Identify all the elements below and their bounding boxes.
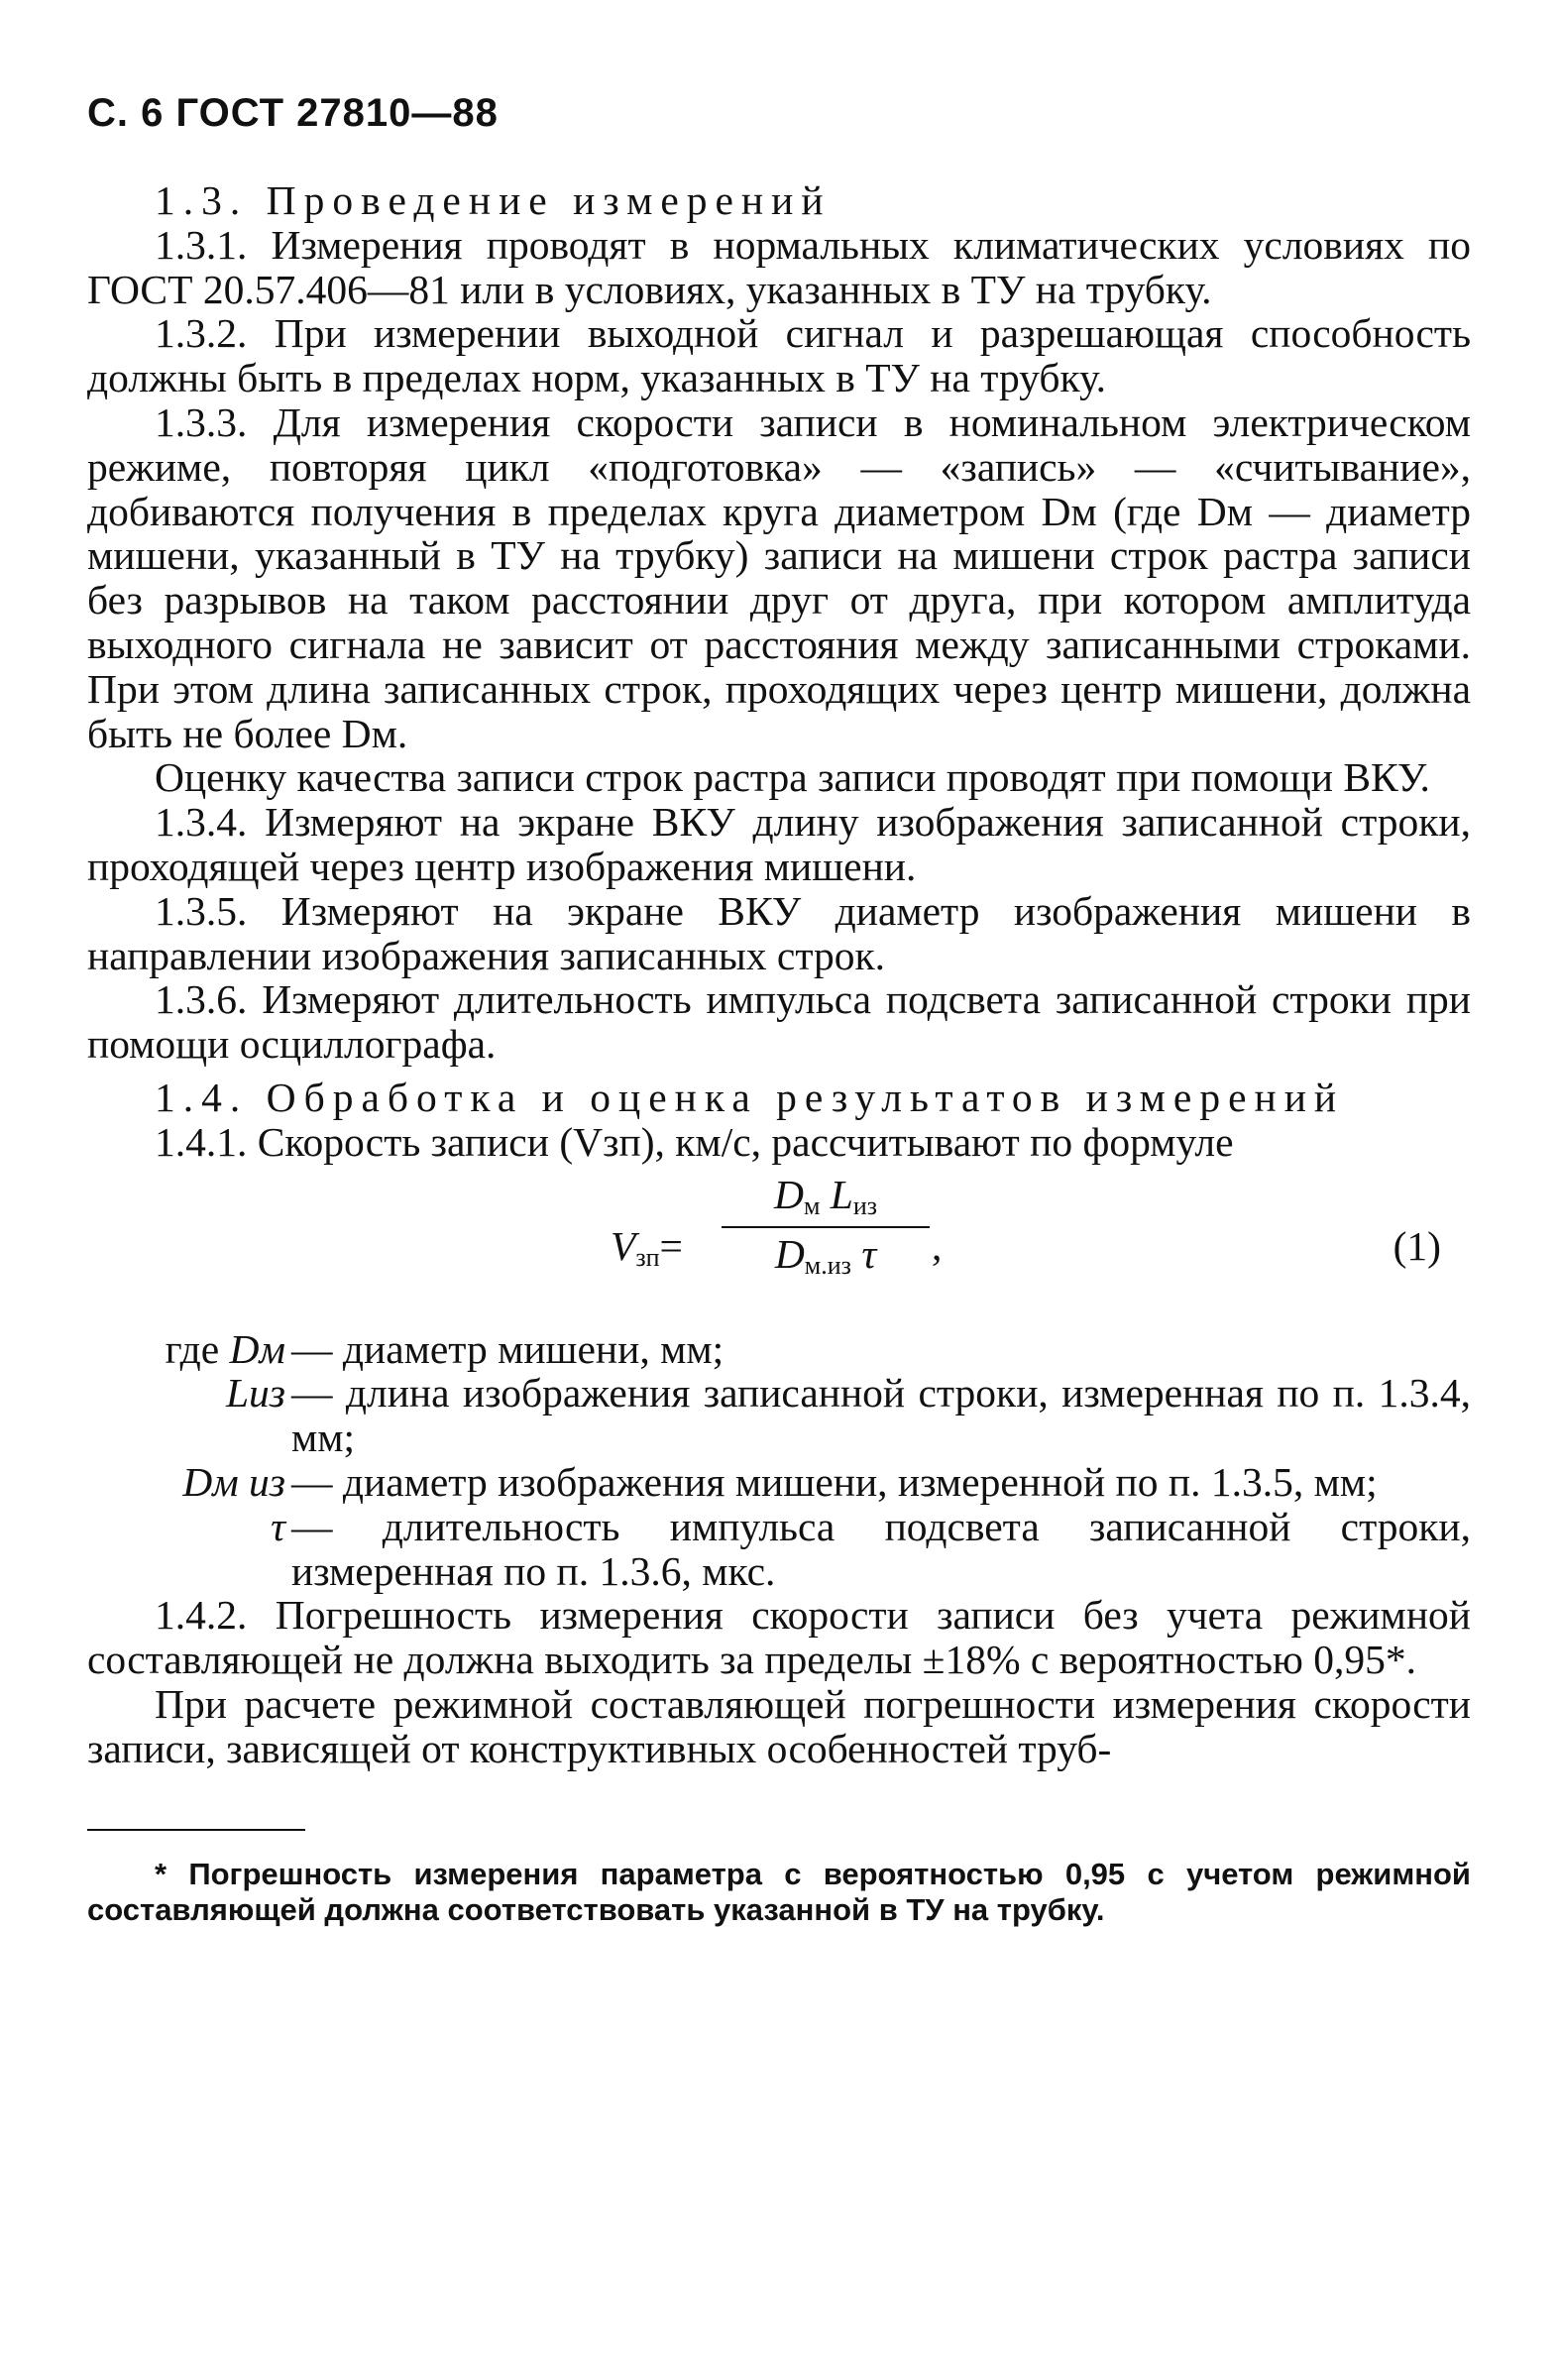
definition-symbol: Lиз bbox=[225, 1370, 285, 1417]
definition-symbol: τ bbox=[271, 1503, 285, 1549]
definition-text: — длительность импульса подсвета записанной строки, измеренная по п. 1.3.6, мкс. bbox=[291, 1503, 1471, 1594]
formula-lhs: $V_{зп}=$ bbox=[611, 1222, 683, 1272]
paragraph-1-4-2: 1.4.2. Погрешность измерения скорости записи без учета режимной составляющей не должна выходить за пределы ±18% с вероятностью 0,95*. bbox=[87, 1592, 1471, 1683]
definition-symbol: где Dм bbox=[165, 1325, 285, 1372]
definition-row bbox=[87, 1505, 1471, 1594]
paragraph-assessment: Оценку качества записи строк растра записи проводят при помощи ВКУ. bbox=[155, 754, 1430, 801]
paragraph-1-3-4: 1.3.4. Измеряют на экране ВКУ длину изображения записанной строки, проходящей через центр изображения мишени. bbox=[87, 799, 1471, 889]
definition-text: — диаметр мишени, мм; bbox=[291, 1325, 724, 1372]
paragraph-1-3-2: 1.3.2. При измерении выходной сигнал и разрешающая способность должны быть в пределах норм, указанных в ТУ на трубку. bbox=[87, 310, 1471, 401]
definition-text: — диаметр изображения мишени, измеренной по п. 1.3.5, мм; bbox=[291, 1458, 1378, 1505]
definition-row bbox=[87, 1371, 1471, 1460]
formula-number: (1) bbox=[1393, 1222, 1441, 1269]
document-body bbox=[87, 178, 1471, 1959]
page-header: С. 6 ГОСТ 27810—88 bbox=[87, 91, 499, 135]
paragraph-1-4-1: 1.4.1. Скорость записи (Vзп), км/с, рассчитывают по формуле bbox=[155, 1118, 1234, 1165]
formula-denominator: $D_{м.из}$ τ bbox=[774, 1230, 877, 1280]
formula-numerator: $D_м$ $L_{из}$ bbox=[773, 1171, 878, 1220]
definition-text: — длина изображения записанной строки, измеренная по п. 1.3.4, мм; bbox=[291, 1370, 1471, 1461]
paragraph-1-3-1: 1.3.1. Измерения проводят в нормальных климатических условиях по ГОСТ 20.57.406—81 или в условиях, указанных в ТУ на трубку. bbox=[87, 221, 1471, 312]
definition-row bbox=[87, 1327, 1471, 1372]
definition-symbol: Dм из bbox=[182, 1458, 285, 1505]
paragraph-continuation: При расчете режимной составляющей погрешности измерения скорости записи, зависящей от конструктивных особенностей труб- bbox=[87, 1680, 1471, 1771]
formula-comma: , bbox=[932, 1222, 943, 1269]
formula-fraction bbox=[722, 1173, 930, 1289]
footnote: * Погрешность измерения параметра с вероятностью 0,95 с учетом режимной составляющей должна соответствовать указанной в ТУ на трубку. bbox=[87, 1856, 1471, 1927]
section-heading-1-4: 1.4. Обработка и оценка результатов измерений bbox=[155, 1074, 1345, 1120]
paragraph-1-3-3: 1.3.3. Для измерения скорости записи в номинальном электрическом режиме, повторяя цикл «подготовка» — «запись» — «считывание», добиваются получения в пределах круга диаметром Dм (где Dм — диаметр мишени, указанный в ТУ на трубку) записи на мишени строк растра записи без разрывов на таком расстоянии друг от друга, при котором амплитуда выходного сигнала не зависит от расстояния между записанными строками. При этом длина записанных строк, проходящих через центр мишени, должна быть не более Dм. bbox=[87, 398, 1471, 756]
formula-1 bbox=[87, 1173, 1471, 1321]
definition-row bbox=[87, 1460, 1471, 1505]
definitions-list bbox=[87, 1327, 1471, 1594]
footnote-divider bbox=[87, 1829, 305, 1831]
paragraph-1-3-5: 1.3.5. Измеряют на экране ВКУ диаметр изображения мишени в направлении изображения записанных строк. bbox=[87, 887, 1471, 978]
section-heading-1-3: 1.3. Проведение измерений bbox=[155, 177, 832, 223]
fraction-line bbox=[722, 1226, 930, 1228]
paragraph-1-3-6: 1.3.6. Измеряют длительность импульса подсвета записанной строки при помощи осциллографа. bbox=[87, 976, 1471, 1068]
